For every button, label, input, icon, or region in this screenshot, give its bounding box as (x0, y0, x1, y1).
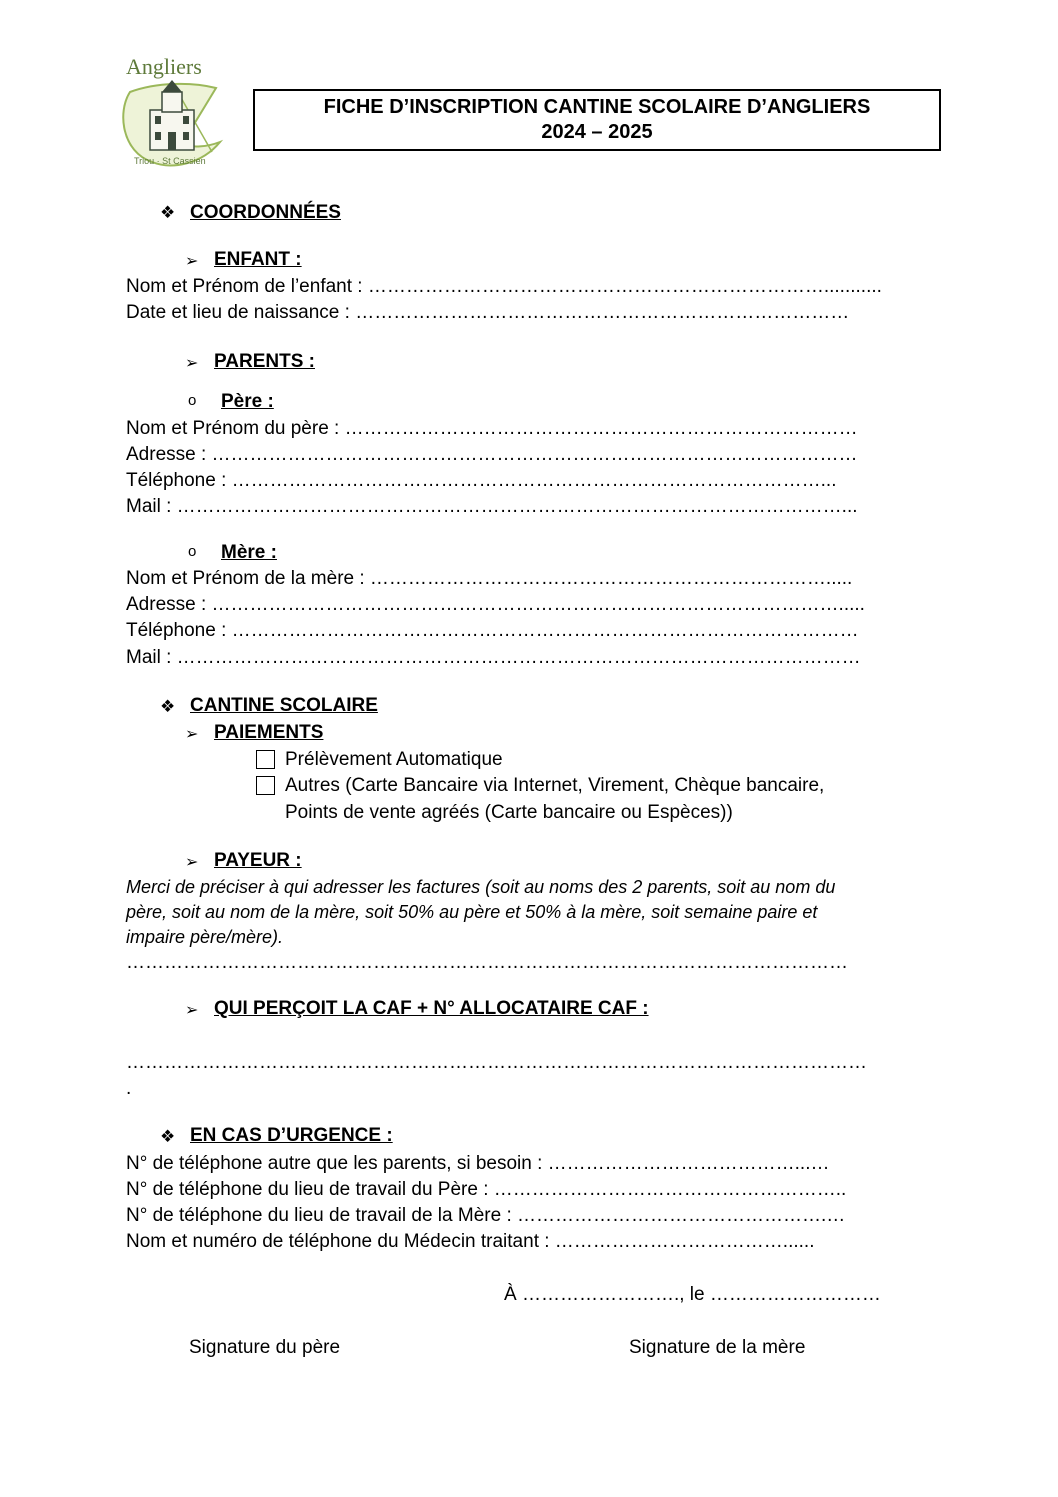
caf-field-end: . (126, 1078, 132, 1099)
circle-bullet-icon: o (188, 392, 197, 409)
signature-pere-label: Signature du père (189, 1337, 341, 1358)
mere-adresse-field[interactable]: Adresse : ………………………………………………………………………………………..... (126, 594, 865, 615)
lieu-date-field[interactable]: À ……………………., le ……………………… (504, 1284, 881, 1305)
payeur-note-line1: Merci de préciser à qui adresser les factures (soit au noms des 2 parents, soit au nom du (126, 877, 836, 897)
title-box (253, 89, 941, 151)
enfant-naissance-field[interactable]: Date et lieu de naissance : …………………………………………………………………… (126, 302, 850, 323)
arrow-bullet-icon: ➢ (185, 726, 199, 743)
tel-mere-travail-field[interactable]: N° de téléphone du lieu de travail de la Mère : ………………………………………….… (126, 1205, 846, 1226)
enfant-heading: ENFANT : (214, 249, 302, 270)
circle-bullet-icon: o (188, 543, 197, 560)
autres-checkbox[interactable] (256, 776, 275, 795)
diamond-bullet-icon: ❖ (160, 697, 176, 716)
section-cantine-heading: CANTINE SCOLAIRE (190, 695, 378, 716)
title-line2: 2024 – 2025 (541, 121, 653, 143)
diamond-bullet-icon: ❖ (160, 203, 176, 222)
pere-adresse-field[interactable]: Adresse : ………………………………………………………………………………………… (126, 444, 858, 465)
pere-mail-field[interactable]: Mail : ……………………………………………………………………………………………... (126, 496, 858, 517)
arrow-bullet-icon: ➢ (185, 854, 199, 871)
logo-name: Angliers (126, 54, 202, 79)
arrow-bullet-icon: ➢ (185, 355, 199, 372)
autres-label-line1: Autres (Carte Bancaire via Internet, Virement, Chèque bancaire, (285, 775, 825, 796)
signature-mere-label: Signature de la mère (629, 1337, 806, 1358)
mere-mail-field[interactable]: Mail : ……………………………………………………………………………………………… (126, 647, 861, 668)
diamond-bullet-icon: ❖ (160, 1127, 176, 1146)
pere-nom-field[interactable]: Nom et Prénom du père : ……………………………………………………………………… (126, 418, 858, 439)
title-line1: FICHE D’INSCRIPTION CANTINE SCOLAIRE D’ANGLIERS (323, 96, 871, 118)
medecin-field[interactable]: Nom et numéro de téléphone du Médecin traitant : ………………………………...... (126, 1231, 815, 1252)
parents-heading: PARENTS : (214, 351, 315, 372)
section-coordonnees-heading: COORDONNÉES (190, 202, 341, 223)
mere-telephone-field[interactable]: Téléphone : ……………………………………………………………………………………… (126, 620, 859, 641)
section-urgence-heading: EN CAS D’URGENCE : (190, 1125, 393, 1146)
prelevement-checkbox[interactable] (256, 750, 275, 769)
paiements-heading: PAIEMENTS (214, 722, 324, 743)
payeur-heading: PAYEUR : (214, 850, 302, 871)
tel-pere-travail-field[interactable]: N° de téléphone du lieu de travail du Père : ……………………………………………….. (126, 1179, 847, 1200)
caf-field[interactable]: ……………………………………………………………………………………………………… (126, 1052, 867, 1073)
mere-heading: Mère : (221, 542, 277, 563)
pere-heading: Père : (221, 391, 274, 412)
mere-nom-field[interactable]: Nom et Prénom de la mère : ………………………………………………………………..... (126, 568, 853, 589)
logo (112, 52, 232, 174)
enfant-nom-field[interactable]: Nom et Prénom de l’enfant : ………………………………………………………………........... (126, 276, 882, 297)
arrow-bullet-icon: ➢ (185, 1002, 199, 1019)
prelevement-label: Prélèvement Automatique (285, 749, 503, 770)
autres-label-line2: Points de vente agréés (Carte bancaire ou Espèces)) (285, 802, 733, 823)
caf-heading: QUI PERÇOIT LA CAF + N° ALLOCATAIRE CAF : (214, 998, 649, 1019)
logo-subtitle: Triou · St Cassien (134, 156, 206, 166)
arrow-bullet-icon: ➢ (185, 253, 199, 270)
payeur-field[interactable]: …………………………………………………………………………………………………… (126, 952, 848, 973)
payeur-note-line3: impaire père/mère). (126, 927, 284, 947)
pere-telephone-field[interactable]: Téléphone : …………………………………………………………………………………... (126, 470, 837, 491)
payeur-note-line2: père, soit au nom de la mère, soit 50% au père et 50% à la mère, soit semaine paire et (126, 902, 818, 922)
tel-autre-field[interactable]: N° de téléphone autre que les parents, si besoin : …………………………………...… (126, 1153, 830, 1174)
